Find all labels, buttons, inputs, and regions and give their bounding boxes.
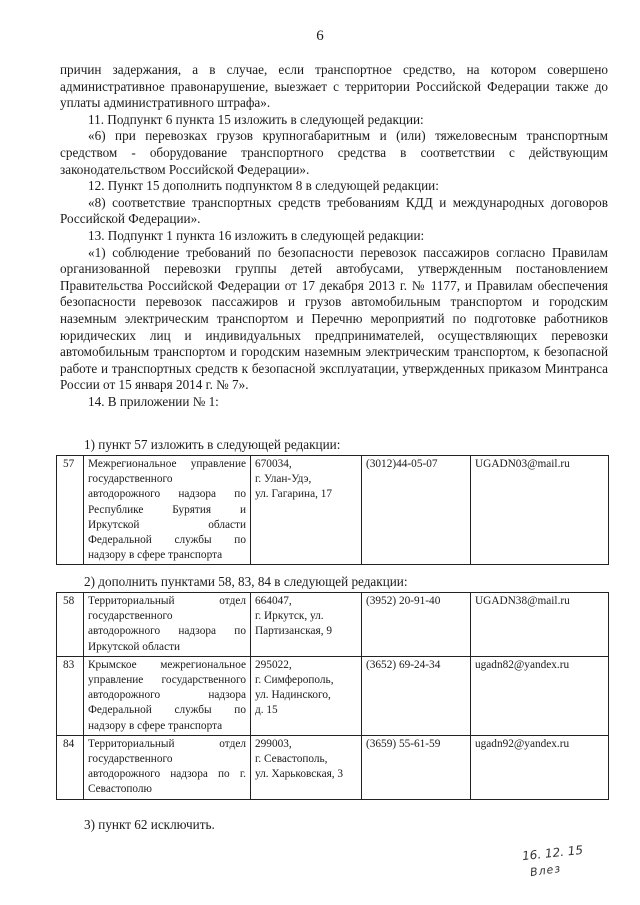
organization-name: Территориальный отдел государственного автодорожного надзора по Иркутской области [84, 593, 251, 657]
paragraph: 14. В приложении № 1: [88, 393, 219, 409]
address-line: 295022, [255, 658, 292, 671]
page-number: 6 [316, 28, 324, 44]
list-item-3: 3) пункт 62 исключить. [84, 817, 215, 832]
address [251, 656, 362, 735]
email: UGADN03@mail.ru [471, 456, 609, 565]
address-line: г. Улан-Удэ, [255, 473, 312, 486]
paragraph: «1) соблюдение требований по безопасности перевозок пассажиров согласно Правилам организованной перевозки группы детей автобусами, утвержденным постановлением Правительства Российской Федерации от 17 декабря 2013 г. № 1177, и Правилам обеспечения безопасности перевозок пассажиров и грузов автомобильным транспортом и городским наземным электрическим транспортом и Перечню мероприятий по подготовке работников юридических лиц и индивидуальных предпринимателей, осуществляющих перевозки автомобильным транспортом и городским наземным электрическим транспортом, к безопасной работе и транспортных средств к безопасной эксплуатации, утвержденных приказом Минтранса России от 15 января 2014 г. № 7». [60, 244, 608, 393]
address-line: ул. Надинского, [255, 689, 331, 702]
address-line: 299003, [255, 737, 292, 750]
email: UGADN38@mail.ru [471, 593, 609, 657]
email: ugadn82@yandex.ru [471, 656, 609, 735]
address-line: г. Иркутск, ул. [255, 610, 324, 623]
table-row [57, 735, 609, 799]
organization-name: Крымское межрегиональное управление государственного автодорожного надзора Федеральной службы по надзору в сфере транспорта [84, 656, 251, 735]
address-line: 670034, [255, 458, 292, 470]
row-number: 83 [57, 656, 84, 735]
list-item-2: 2) дополнить пунктами 58, 83, 84 в следующей редакции: [84, 574, 408, 589]
table-row [57, 593, 609, 657]
address [251, 456, 362, 565]
table-row [57, 656, 609, 735]
paragraph: 12. Пункт 15 дополнить подпунктом 8 в следующей редакции: [88, 178, 439, 194]
address-line: 664047, [255, 595, 292, 607]
phone: (3659) 55-61-59 [362, 735, 471, 799]
organization-name: Территориальный отдел государственного автодорожного надзора по г. Севастополю [84, 735, 251, 799]
handwritten-signature: Влез [529, 861, 562, 880]
list-item-1: 1) пункт 57 изложить в следующей редакции: [84, 437, 341, 452]
paragraph: причин задержания, а в случае, если транспортное средство, на котором совершено административное правонарушение, выезжает с территории Российской Федерации также до уплаты административного штрафа». [60, 62, 608, 111]
email: ugadn92@yandex.ru [471, 735, 609, 799]
handwritten-date: 16. 12. 15 [521, 842, 584, 864]
contacts-table-1 [56, 455, 609, 565]
address-line: д. 15 [255, 704, 278, 717]
contacts-table-2 [56, 592, 609, 800]
address [251, 593, 362, 657]
row-number: 84 [57, 735, 84, 799]
phone: (3012)44-05-07 [362, 456, 471, 565]
row-number: 58 [57, 593, 84, 657]
address-line: ул. Гагарина, 17 [255, 488, 333, 501]
paragraph: «8) соответствие транспортных средств требованиям КДД и международных договоров Российской Федерации». [60, 194, 608, 227]
address-line: г. Севастополь, [255, 753, 328, 766]
phone: (3952) 20-91-40 [362, 593, 471, 657]
row-number: 57 [57, 456, 84, 565]
phone: (3652) 69-24-34 [362, 656, 471, 735]
paragraph: «6) при перевозках грузов крупногабаритным и (или) тяжеловесным транспортным средством - оборудование транспортного средства в соответствии с действующим законодательством Российской Федерации». [60, 128, 608, 177]
address-line: г. Симферополь, [255, 674, 334, 687]
address-line: ул. Харьковская, 3 [255, 768, 344, 781]
table-row [57, 456, 609, 565]
paragraph: 13. Подпункт 1 пункта 16 изложить в следующей редакции: [88, 227, 425, 243]
organization-name: Межрегиональное управление государственного автодорожного надзора по Республике Бурятия и Иркутской области Федеральной службы по надзору в сфере транспорта [84, 456, 251, 565]
address [251, 735, 362, 799]
body-text [60, 62, 608, 410]
address-line: Партизанская, 9 [255, 625, 333, 638]
paragraph: 11. Подпункт 6 пункта 15 изложить в следующей редакции: [88, 111, 424, 127]
